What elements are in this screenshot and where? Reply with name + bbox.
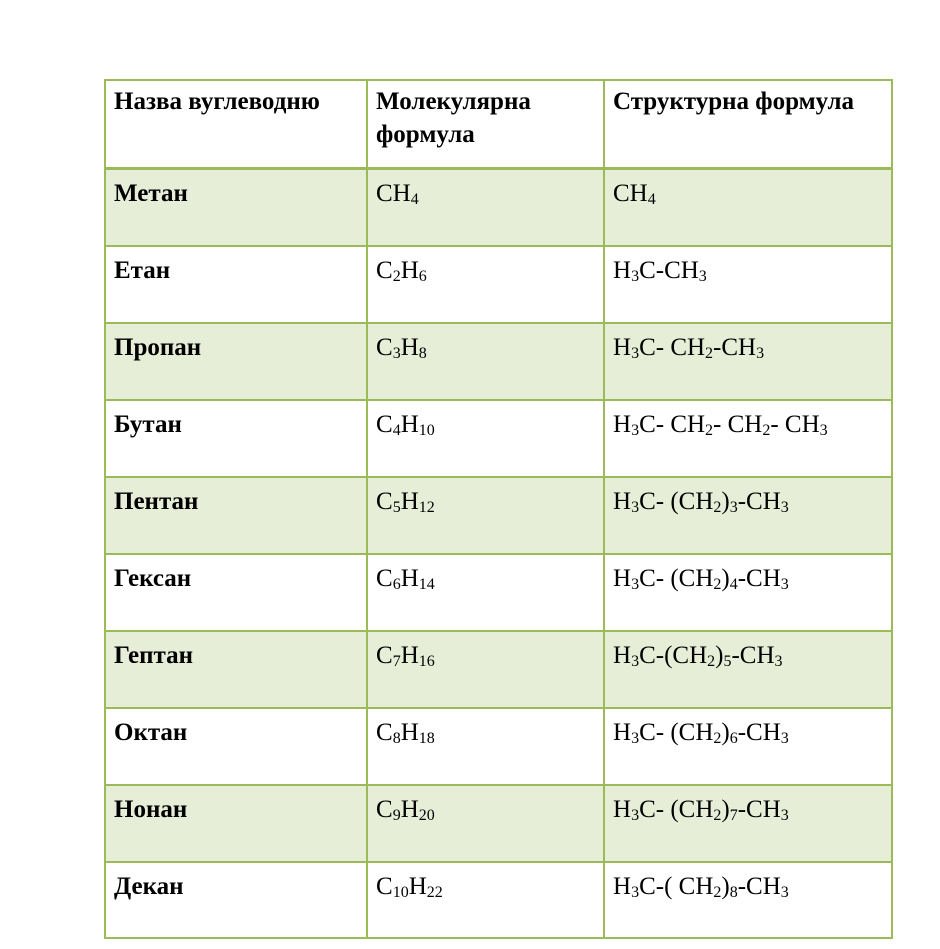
table-row [105,862,892,938]
structural-formula: $H_3C-$ $CH_2-$ $CH_2-$ $CH_3$ [604,400,892,477]
header-structural-formula: Структурна формула [604,80,892,169]
molecular-formula: $C_7H_{16}$ [367,631,604,708]
molecular-formula: $C_6H_{14}$ [367,554,604,631]
hydrocarbon-name: Бутан [105,400,367,477]
structural-formula: $H_3C-$( $CH_2)_8-CH_3$ [604,862,892,938]
molecular-formula: $C_3H_8$ [367,323,604,400]
structural-formula: $H_3C-$ $(CH_2)_4-CH_3$ [604,554,892,631]
molecular-formula: $C_9H_{20}$ [367,785,604,862]
structural-formula: $H_3C-$ $(CH_2)_3-CH_3$ [604,477,892,554]
hydrocarbon-name: Нонан [105,785,367,862]
structural-formula: $H_3C-$ $CH_2-CH_3$ [604,323,892,400]
hydrocarbon-name: Гептан [105,631,367,708]
molecular-formula: $C_2H_6$ [367,246,604,323]
hydrocarbon-table [104,79,893,939]
structural-formula: $H_3C-(CH_2)_5-CH_3$ [604,631,892,708]
hydrocarbon-name: Октан [105,708,367,785]
header-row [105,80,892,169]
table-row [105,400,892,477]
hydrocarbon-name: Етан [105,246,367,323]
header-name: Назва вуглеводню [105,80,367,169]
structural-formula: $CH_4$ [604,169,892,247]
structural-formula: $H_3C-CH_3$ [604,246,892,323]
molecular-formula: $CH_4$ [367,169,604,247]
table-header [105,80,892,169]
hydrocarbon-name: Пропан [105,323,367,400]
table-row [105,169,892,247]
table-row [105,554,892,631]
header-molecular-formula: Молекулярна формула [367,80,604,169]
table-row [105,631,892,708]
hydrocarbon-name: Метан [105,169,367,247]
hydrocarbon-name: Декан [105,862,367,938]
table-row [105,323,892,400]
hydrocarbon-name: Пентан [105,477,367,554]
table-body [105,169,892,939]
structural-formula: $H_3C-$ $(CH_2)_6-CH_3$ [604,708,892,785]
table-row [105,477,892,554]
hydrocarbon-name: Гексан [105,554,367,631]
molecular-formula: $C_4H_{10}$ [367,400,604,477]
table-row [105,708,892,785]
molecular-formula: $C_{10}H_{22}$ [367,862,604,938]
molecular-formula: $C_5H_{12}$ [367,477,604,554]
table-row [105,246,892,323]
structural-formula: $H_3C-$ $(CH_2)_7-CH_3$ [604,785,892,862]
molecular-formula: $C_8H_{18}$ [367,708,604,785]
table-row [105,785,892,862]
